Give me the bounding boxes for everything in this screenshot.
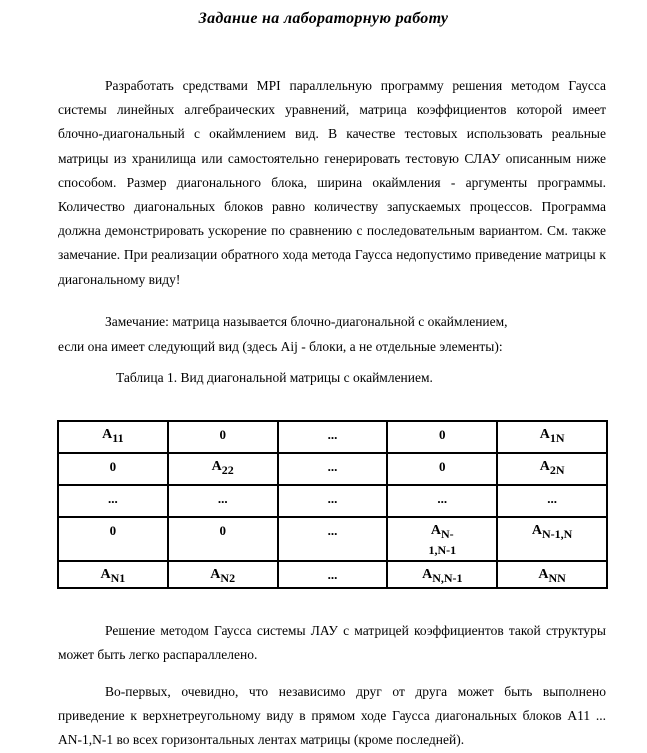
cell-ann-1: $A_{N,N-1}$ <box>387 561 497 588</box>
cell-r2-c4: 0 <box>387 453 497 485</box>
matrix-row-5 <box>58 561 607 588</box>
cell-an1: $A_{N1}$ <box>58 561 168 588</box>
cell-r4-c3: ... <box>278 517 388 561</box>
cell-a22: $A_{22}$ <box>168 453 278 485</box>
cell-a2n: $A_{2N}$ <box>497 453 607 485</box>
cell-an-1n-1: $A_{N-}$ 1,N-1 <box>387 517 497 561</box>
remark-line-1: Замечание: матрица называется блочно-диагональной с окаймлением, <box>105 314 508 329</box>
cell-r2-c1: 0 <box>58 453 168 485</box>
cell-ann: $A_{NN}$ <box>497 561 607 588</box>
cell-r3-c4: ... <box>387 485 497 517</box>
task-paragraph: Разработать средствами MPI параллельную программу решения методом Гаусса системы линейных алгебраических уравнений, матрица коэффициентов которой имеет блочно-диагональный с окаймлением вид. В качестве тестовых использовать реальные матрицы из хранилища или самостоятельно генерировать тестовую СЛАУ описанным ниже способом. Размер диагонального блока, ширина окаймления - аргументы программы. Количество диагональных блоков равно количеству запускаемых процессов. Программа должна демонстрировать ускорение по сравнению с последовательным вариантом. См. также замечание. При реализации обратного хода метода Гаусса недопустимо приведение матрицы к диагональному виду! <box>58 78 606 287</box>
cell-r4-c2: 0 <box>168 517 278 561</box>
bordered-block-matrix-table <box>57 420 608 589</box>
cell-r5-c3: ... <box>278 561 388 588</box>
cell-r4-c1: 0 <box>58 517 168 561</box>
matrix-row-1 <box>58 421 607 453</box>
cell-r3-c3: ... <box>278 485 388 517</box>
cell-a11: $A_{11}$ <box>58 421 168 453</box>
cell-a1n: $A_{1N}$ <box>497 421 607 453</box>
cell-r2-c3: ... <box>278 453 388 485</box>
cell-r3-c1: ... <box>58 485 168 517</box>
page-title: Задание на лабораторную работу <box>198 10 449 27</box>
matrix-row-4 <box>58 517 607 561</box>
cell-r1-c2: 0 <box>168 421 278 453</box>
cell-an2: $A_{N2}$ <box>168 561 278 588</box>
first-point-paragraph: Во-первых, очевидно, что независимо друг от друга может быть выполнено приведение к верхнетреугольному виду в прямом ходе Гаусса диагональных блоков A11 ... AN-1,N-1 во всех горизонтальных лентах матрицы (кроме последней). <box>58 684 606 748</box>
matrix-row-3 <box>58 485 607 517</box>
remark-line-2: если она имеет следующий вид (здесь Aij - блоки, а не отдельные элементы): <box>58 339 503 354</box>
matrix-row-2 <box>58 453 607 485</box>
cell-r3-c2: ... <box>168 485 278 517</box>
cell-r3-c5: ... <box>497 485 607 517</box>
cell-r1-c3: ... <box>278 421 388 453</box>
table-caption: Таблица 1. Вид диагональной матрицы с окаймлением. <box>116 370 433 385</box>
cell-an-1n: $A_{N-1,N}$ <box>497 517 607 561</box>
cell-r1-c4: 0 <box>387 421 497 453</box>
solution-paragraph: Решение методом Гаусса системы ЛАУ с матрицей коэффициентов такой структуры может быть легко распараллелено. <box>58 623 606 663</box>
